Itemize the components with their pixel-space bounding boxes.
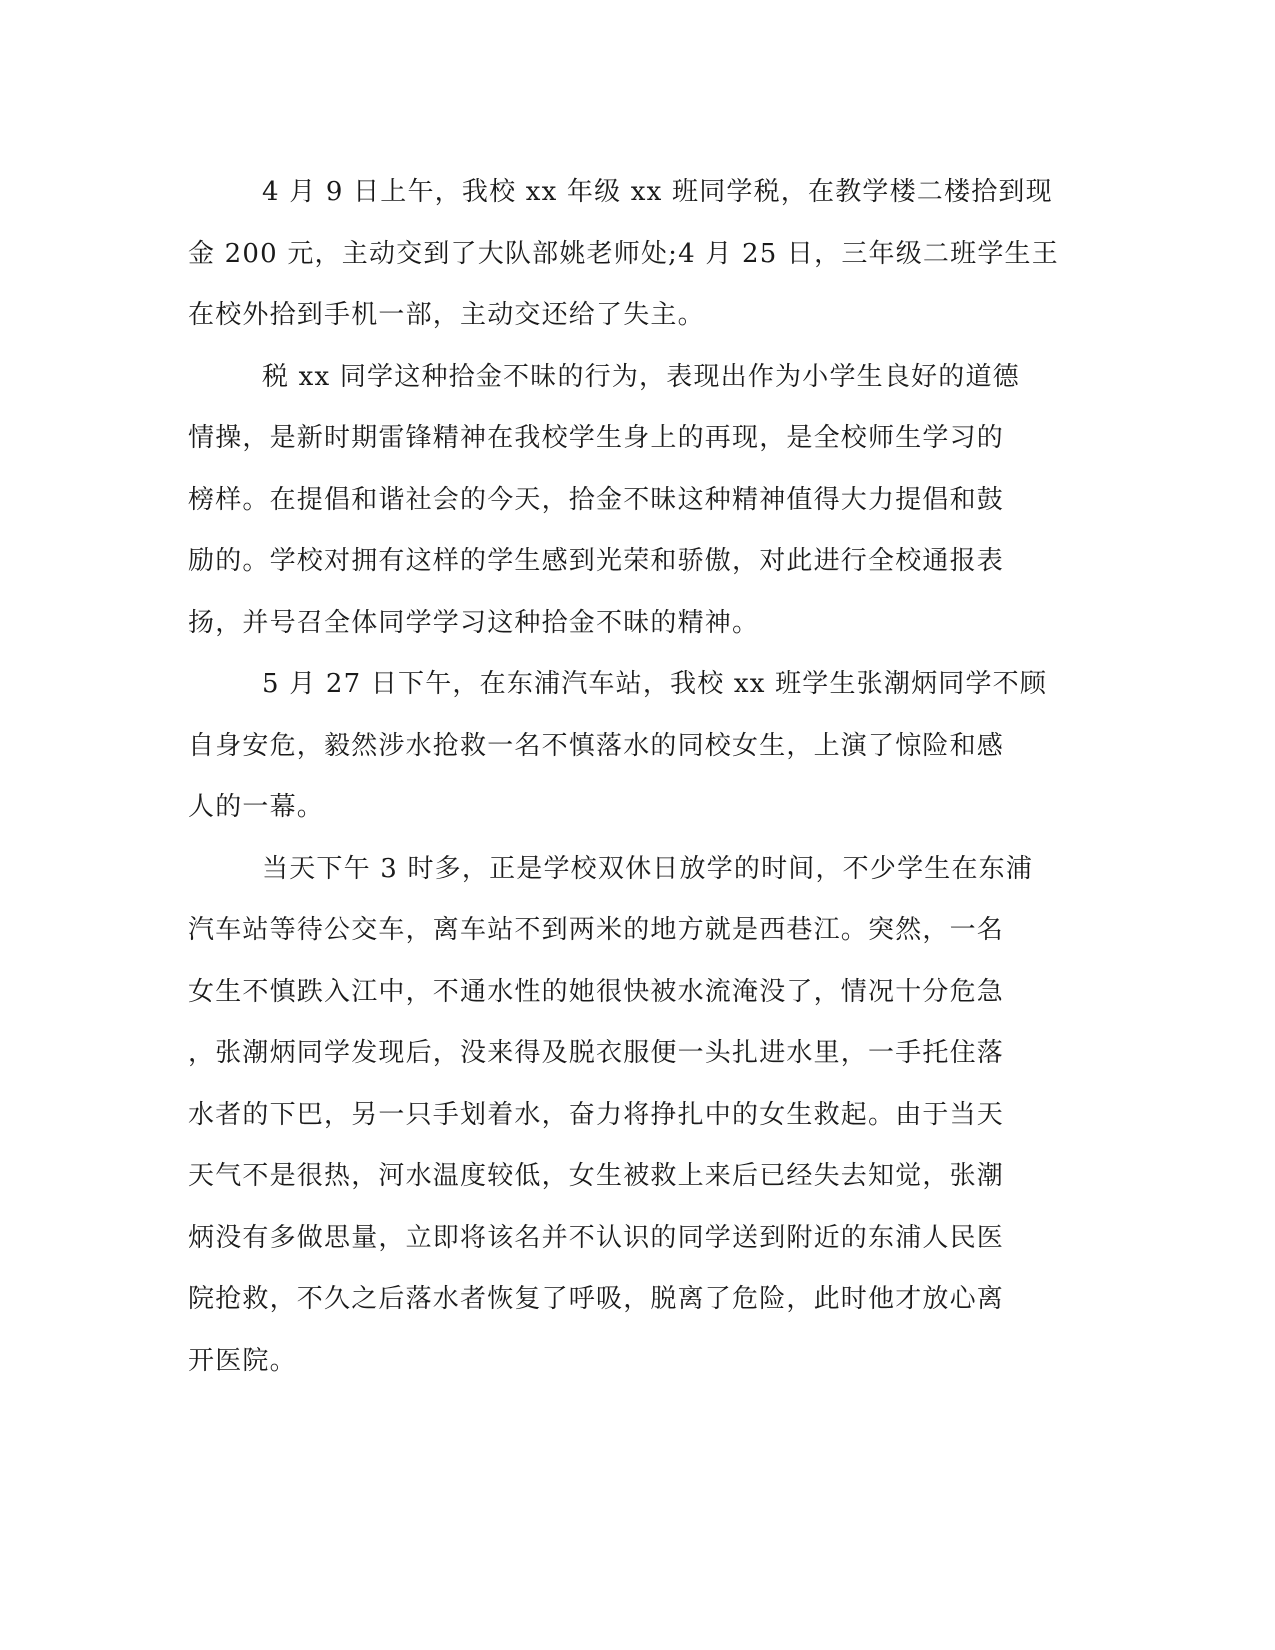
text-line: 水者的下巴，另一只手划着水，奋力将挣扎中的女生救起。由于当天	[188, 1099, 1005, 1130]
text-line: 开医院。	[188, 1345, 297, 1376]
text-line: 汽车站等待公交车，离车站不到两米的地方就是西巷江。突然，一名	[188, 915, 1005, 945]
text-line: ，张潮炳同学发现后，没来得及脱衣服便一头扎进水里，一手托住落	[188, 1038, 1005, 1068]
text-line: 自身安危，毅然涉水抢救一名不慎落水的同校女生，上演了惊险和感	[188, 730, 1005, 761]
text-line: 5 月 27 日下午，在东浦汽车站，我校 xx 班学生张潮炳同学不顾	[262, 669, 1048, 699]
text-line: 金 200 元，主动交到了大队部姚老师处;4 月 25 日，三年级二班学生王	[188, 238, 1059, 269]
text-line: 人的一幕。	[188, 792, 325, 822]
text-line: 4 月 9 日上午，我校 xx 年级 xx 班同学税，在教学楼二楼拾到现	[262, 177, 1053, 207]
paragraph-found-money	[188, 162, 1058, 347]
text-line: 税 xx 同学这种拾金不昧的行为，表现出作为小学生良好的道德	[262, 361, 1020, 392]
text-line: 情操，是新时期雷锋精神在我校学生身上的再现，是全校师生学习的	[188, 423, 1005, 453]
document-body	[188, 162, 1058, 1392]
text-line: 院抢救，不久之后落水者恢复了呼吸，脱离了危险，此时他才放心离	[188, 1284, 1005, 1314]
text-line: 榜样。在提倡和谐社会的今天，拾金不昧这种精神值得大力提倡和鼓	[188, 484, 1005, 515]
paragraph-rescue-intro	[188, 654, 1058, 839]
paragraph-praise	[188, 347, 1058, 655]
text-line: 当天下午 3 时多，正是学校双休日放学的时间，不少学生在东浦	[262, 853, 1034, 884]
text-line: 励的。学校对拥有这样的学生感到光荣和骄傲，对此进行全校通报表	[188, 546, 1005, 576]
text-line: 炳没有多做思量，立即将该名并不认识的同学送到附近的东浦人民医	[188, 1222, 1005, 1253]
text-line: 扬，并号召全体同学学习这种拾金不昧的精神。	[188, 607, 760, 638]
paragraph-rescue-details	[188, 839, 1058, 1393]
text-line: 在校外拾到手机一部，主动交还给了失主。	[188, 300, 705, 330]
text-line: 女生不慎跌入江中，不通水性的她很快被水流淹没了，情况十分危急	[188, 976, 1005, 1007]
text-line: 天气不是很热，河水温度较低，女生被救上来后已经失去知觉，张潮	[188, 1161, 1005, 1191]
